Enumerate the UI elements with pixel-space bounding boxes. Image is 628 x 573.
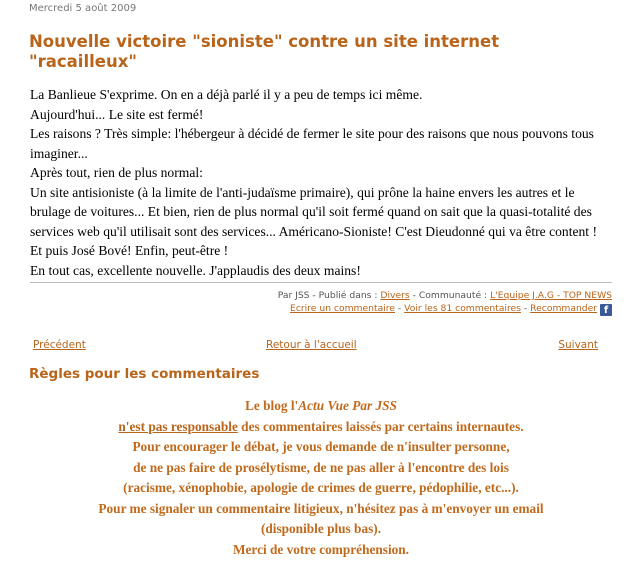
post-date: Mercredi 5 août 2009 <box>29 3 137 14</box>
next-link[interactable]: Suivant <box>558 339 598 351</box>
facebook-icon[interactable]: f <box>600 304 612 316</box>
category-link[interactable]: Divers <box>380 290 410 301</box>
author-label: Par JSS - Publié dans : <box>277 290 378 301</box>
post-meta-line2 <box>278 302 612 316</box>
post-paragraph: Après tout, rien de plus normal: <box>30 165 203 180</box>
recommend-link[interactable]: Recommander <box>530 303 598 314</box>
meta-separator: - <box>397 303 402 314</box>
rules-line: Pour encourager le débat, je vous demande de n'insulter personne, <box>132 439 510 454</box>
post-paragraph: Un site antisioniste (à la limite de l'anti-judaïsme primaire), qui prône la haine envers les autres et le brulage de voitures... Et bien, rien de plus normal qu'il soit fermé quand on sait que la quasi-totalité des services web qu'il utilisait sont des services... Américano-Sioniste! C'est Dieudonné qui va être content ! Et puis José Bové! Enfin, peut-être ! <box>30 184 598 258</box>
rules-line <box>30 417 612 438</box>
blog-name: Actu Vue Par JSS <box>298 398 397 413</box>
rules-text: des commentaires laissés par certains internautes. <box>237 418 524 434</box>
rules-line: Merci de votre compréhension. <box>232 541 410 557</box>
community-label: - Communauté : <box>412 290 488 301</box>
rules-line: de ne pas faire de prosélytisme, de ne pas aller à l'encontre des lois <box>133 459 509 475</box>
comment-rules-title: Règles pour les commentaires <box>29 366 260 382</box>
post-body <box>30 85 612 280</box>
write-comment-link[interactable]: Ecrire un commentaire <box>290 303 395 314</box>
post-paragraph: Les raisons ? Très simple: l'hébergeur à décidé de fermer le site pour des raisons que nous pouvons tous imaginer... <box>30 126 594 161</box>
rules-line <box>30 396 612 417</box>
post-paragraph: Aujourd'hui... Le site est fermé! <box>30 106 204 122</box>
not-responsible-link[interactable]: n'est pas responsable <box>118 418 238 434</box>
rules-line: (racisme, xénophobie, apologie de crimes de guerre, pédophilie, etc...). <box>123 480 519 495</box>
community-link[interactable]: L'Equipe J.A.G - TOP NEWS <box>490 290 612 301</box>
home-link[interactable]: Retour à l'accueil <box>266 339 357 351</box>
rules-text: Le blog l' <box>245 398 299 413</box>
rules-line: (disponible plus bas). <box>260 521 382 536</box>
post-meta-line1 <box>278 289 612 302</box>
view-comments-link[interactable]: Voir les 81 commentaires <box>404 303 521 314</box>
post-title: Nouvelle victoire "sioniste" contre un site internet "racailleux" <box>29 32 500 71</box>
post-divider <box>30 282 612 283</box>
comment-rules <box>30 396 612 560</box>
rules-line: Pour me signaler un commentaire litigieux, n'hésitez pas à m'envoyer un email <box>98 500 544 516</box>
post-paragraph: En tout cas, excellente nouvelle. J'applaudis des deux mains! <box>30 262 361 278</box>
post-meta <box>278 289 612 316</box>
post-paragraph: La Banlieue S'exprime. On en a déjà parlé il y a peu de temps ici même. <box>30 87 423 102</box>
meta-separator: - <box>523 303 528 314</box>
previous-link[interactable]: Précédent <box>33 339 86 351</box>
